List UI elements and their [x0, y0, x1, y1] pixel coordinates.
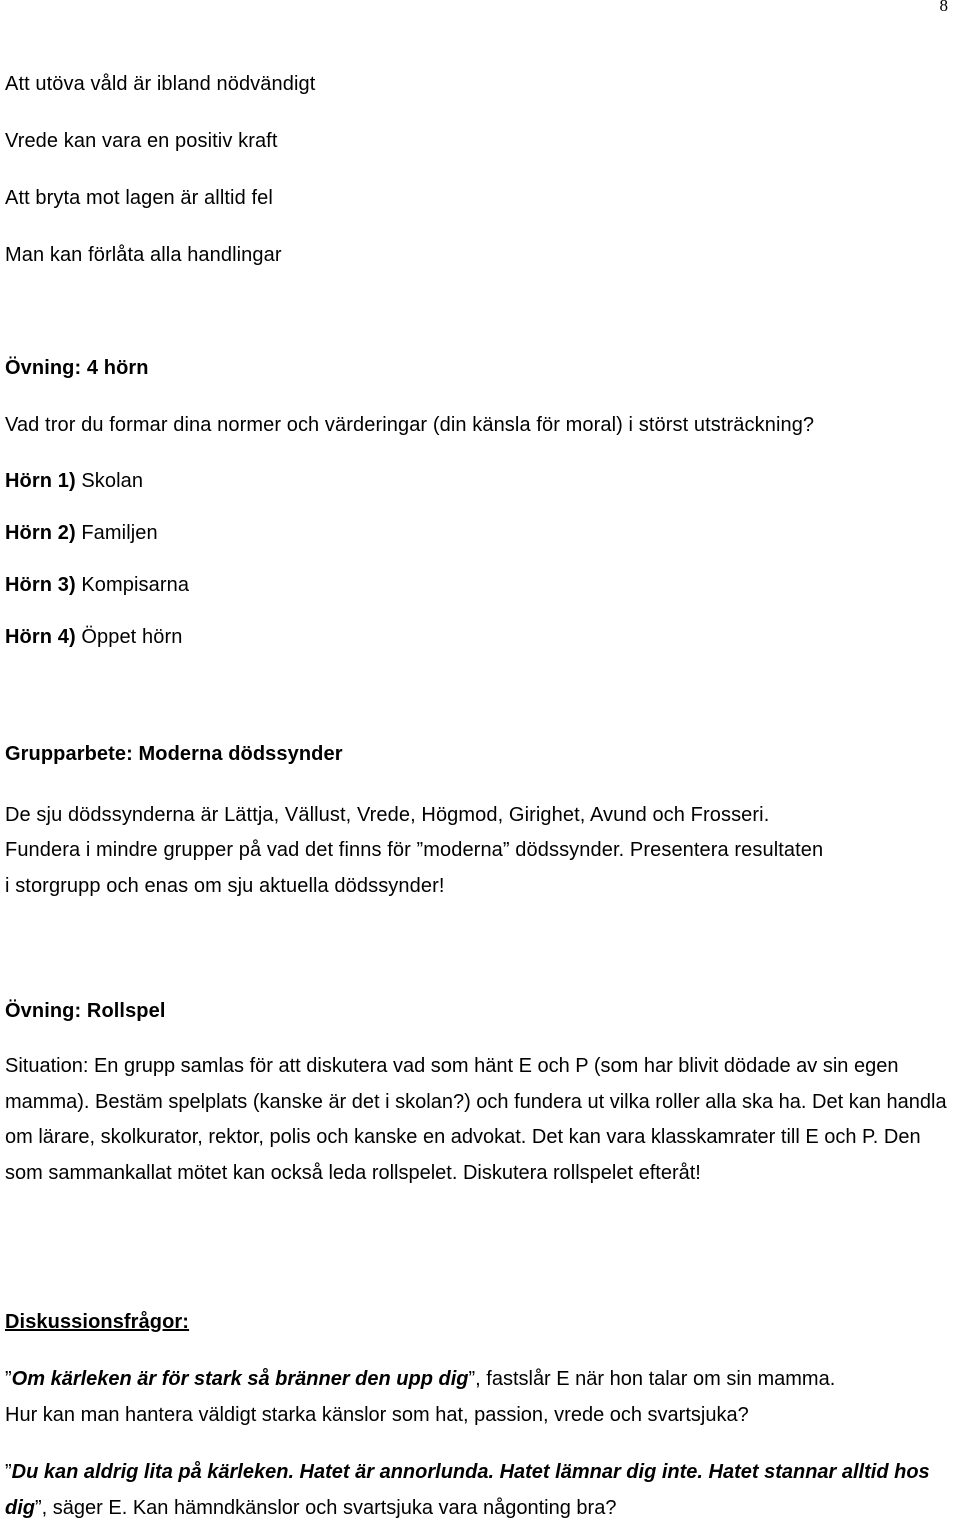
- roleplay-heading: Övning: Rollspel: [5, 1000, 166, 1022]
- corner-label: Hörn 3): [5, 574, 76, 596]
- statement-3: Att bryta mot lagen är alltid fel: [5, 187, 273, 209]
- page-number: 8: [939, 0, 948, 15]
- group-work-line-1: De sju dödssynderna är Lättja, Vällust, Vrede, Högmod, Girighet, Avund och Frosseri.: [5, 804, 770, 826]
- statement-4: Man kan förlåta alla handlingar: [5, 244, 282, 266]
- group-work-line-3: i storgrupp och enas om sju aktuella dödssynder!: [5, 875, 445, 897]
- corner-item-2: [5, 521, 158, 545]
- corner-label: Hörn 1): [5, 470, 76, 492]
- quote-attribution: ”, fastslår E när hon talar om sin mamma.: [468, 1368, 836, 1390]
- discussion-heading: Diskussionsfrågor:: [5, 1311, 190, 1333]
- open-quote-mark: ”: [5, 1368, 12, 1390]
- statement-1: Att utöva våld är ibland nödvändigt: [5, 73, 316, 95]
- group-work-line-2: Fundera i mindre grupper på vad det finns för ”moderna” dödssynder. Presentera resultaten: [5, 839, 824, 861]
- corner-label: Hörn 4): [5, 626, 76, 648]
- corner-item-1: [5, 469, 143, 493]
- corner-item-4: [5, 625, 182, 649]
- discussion-question-2: [5, 1455, 953, 1526]
- corners-question: Vad tror du formar dina normer och värderingar (din känsla för moral) i störst utsträckning?: [5, 414, 815, 436]
- corner-text: Skolan: [75, 470, 144, 492]
- open-quote-mark: ”: [5, 1461, 12, 1483]
- statement-2: Vrede kan vara en positiv kraft: [5, 130, 278, 152]
- quote-text: Du kan aldrig lita på kärleken. Hatet är annorlunda. Hatet lämnar dig inte. Hatet stannar alltid hos dig: [5, 1461, 930, 1519]
- quote-attribution: ”, säger E. Kan hämndkänslor och svartsjuka vara någonting bra?: [35, 1496, 617, 1519]
- question-text: Hur kan man hantera väldigt starka känslor som hat, passion, vrede och svartsjuka?: [5, 1403, 749, 1426]
- corner-label: Hörn 2): [5, 522, 76, 544]
- roleplay-body: Situation: En grupp samlas för att diskutera vad som hänt E och P (som har blivit dödade av sin egen mamma). Bestäm spelplats (kanske är det i skolan?) och fundera ut vilka roller alla ska ha. Det kan handla om lärare, skolkurator, rektor, polis och kanske en advokat. Det kan vara klasskamrater till E och P. Den som sammankallat mötet kan också leda rollspelet. Diskutera rollspelet efteråt!: [5, 1055, 947, 1184]
- group-work-heading: Grupparbete: Moderna dödssynder: [5, 743, 343, 765]
- corner-text: Kompisarna: [75, 574, 190, 596]
- quote-text: Om kärleken är för stark så bränner den upp dig: [11, 1368, 469, 1390]
- corner-item-3: [5, 573, 189, 597]
- corners-heading: Övning: 4 hörn: [5, 357, 149, 379]
- corner-text: Familjen: [75, 522, 158, 544]
- discussion-question-1: [5, 1362, 953, 1433]
- corner-text: Öppet hörn: [75, 626, 183, 648]
